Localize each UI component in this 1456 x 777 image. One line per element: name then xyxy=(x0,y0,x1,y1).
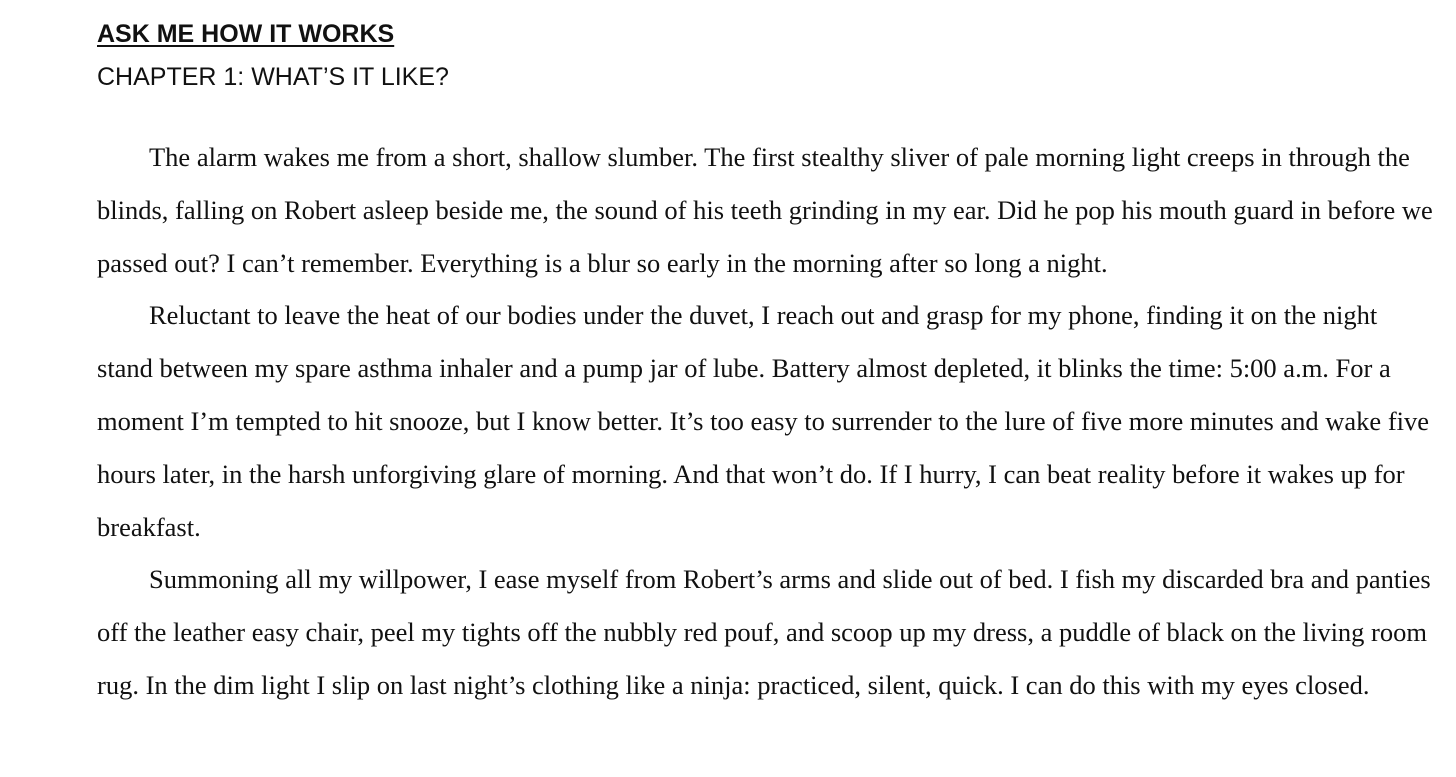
chapter-title: CHAPTER 1: WHAT’S IT LIKE? xyxy=(97,63,449,91)
paragraph-3: Summoning all my willpower, I ease myself from Robert’s arms and slide out of bed. I fish my discarded bra and panties off the leather easy chair, peel my tights off the nubbly red pouf, and scoop up my dress, a puddle of black on the living room rug. In the dim light I slip on last night’s clothing like a ninja: practiced, silent, quick. I can do this with my eyes closed. xyxy=(97,564,1431,700)
paragraph-1: The alarm wakes me from a short, shallow slumber. The first stealthy sliver of pale morning light creeps in through the blinds, falling on Robert asleep beside me, the sound of his teeth grinding in my ear. Did he pop his mouth guard in before we passed out? I can’t remember. Everything is a blur so early in the morning after so long a night. xyxy=(97,142,1433,278)
book-title: ASK ME HOW IT WORKS xyxy=(97,20,395,48)
paragraph-2: Reluctant to leave the heat of our bodies under the duvet, I reach out and grasp for my phone, finding it on the night stand between my spare asthma inhaler and a pump jar of lube. Battery almost depleted, it blinks the time: 5:00 a.m. For a moment I’m tempted to hit snooze, but I know better. It’s too easy to surrender to the lure of five more minutes and wake five hours later, in the harsh unforgiving glare of morning. And that won’t do. If I hurry, I can beat reality before it wakes up for breakfast. xyxy=(97,300,1430,542)
chapter-body xyxy=(97,131,1437,712)
